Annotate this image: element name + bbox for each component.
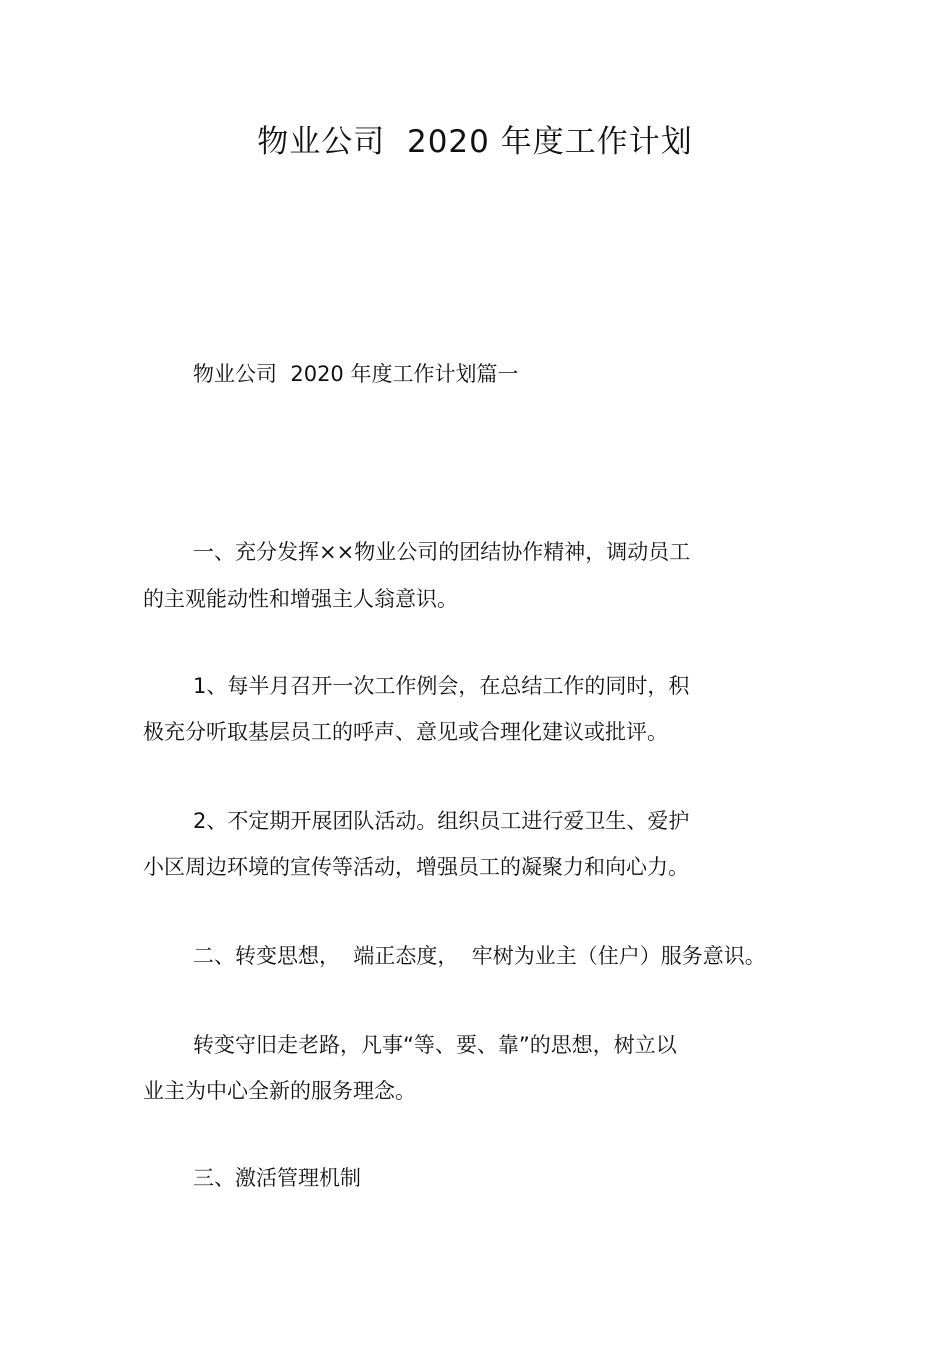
paragraph-line: 业主为中心全新的服务理念。 [143,1079,416,1103]
paragraph-line: 转变守旧走老路，凡事“等、要、靠”的思想，树立以 [193,1033,677,1057]
document-title: 物业公司 2020 年度工作计划 [257,124,693,160]
paragraph-line: 一、充分发挥××物业公司的团结协作精神，调动员工 [193,540,691,564]
paragraph-line: 小区周边环境的宣传等活动，增强员工的凝聚力和向心力。 [143,855,689,879]
section-heading: 物业公司 2020 年度工作计划篇一 [193,362,519,386]
paragraph-line: 1、每半月召开一次工作例会，在总结工作的同时，积 [193,674,690,698]
paragraph-line: 2、不定期开展团队活动。组织员工进行爱卫生、爱护 [193,809,690,833]
paragraph-line: 二、转变思想， 端正态度， 牢树为业主（住户）服务意识。 [193,944,766,968]
paragraph-line: 三、激活管理机制 [193,1166,361,1190]
paragraph-line: 极充分听取基层员工的呼声、意见或合理化建议或批评。 [143,720,668,744]
paragraph-line: 的主观能动性和增强主人翁意识。 [143,587,458,611]
